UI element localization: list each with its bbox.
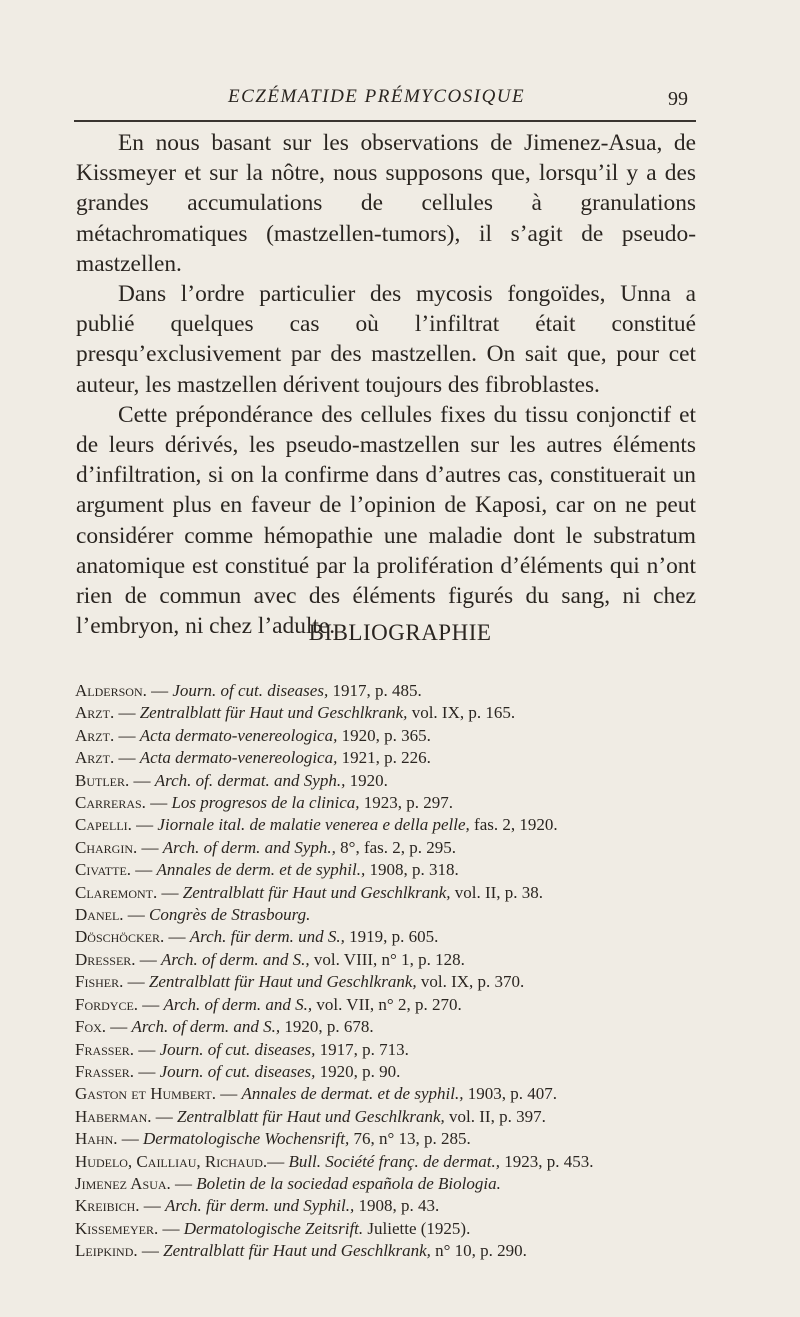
- entry-journal: Zentralblatt für Haut und Geschlkrank,: [182, 882, 451, 902]
- entry-details: Juliette (1925).: [363, 1218, 471, 1238]
- entry-journal: Bull. Société franç. de dermat.,: [288, 1151, 500, 1171]
- entry-journal: Annales de derm. et de syphil.,: [156, 860, 366, 880]
- entry-details: 1920, p. 365.: [337, 725, 431, 745]
- entry-details: 1920, p. 90.: [315, 1061, 401, 1081]
- bibliography-entry: [75, 949, 715, 971]
- entry-author: Claremont.: [75, 882, 158, 902]
- entry-details: 1917, p. 485.: [328, 681, 422, 700]
- bibliography-entry: [75, 1083, 715, 1105]
- entry-journal: Arch. of derm. and Syph.,: [162, 837, 336, 857]
- entry-author: Fisher.: [75, 972, 124, 992]
- entry-separator: —: [157, 882, 183, 902]
- bibliography-entry: [75, 926, 715, 948]
- entry-separator: —: [131, 860, 157, 880]
- bibliography-entry: [75, 725, 715, 747]
- bibliography-entry: [75, 1151, 715, 1173]
- header-rule: [74, 120, 696, 122]
- entry-journal: Journ. of cut. diseases,: [159, 1039, 316, 1059]
- bibliography-entry: [75, 702, 715, 724]
- entry-journal: Journ. of cut. diseases,: [172, 681, 329, 700]
- entry-separator: —: [129, 770, 155, 790]
- entry-separator: —: [138, 994, 164, 1014]
- entry-separator: —: [151, 1106, 178, 1126]
- entry-details: vol. VIII, n° 1, p. 128.: [309, 949, 465, 969]
- entry-author: Arzt.: [75, 748, 115, 768]
- entry-journal: Acta dermato-venereologica,: [139, 748, 338, 768]
- entry-details: n° 10, p. 290.: [430, 1241, 527, 1261]
- entry-separator: —: [114, 725, 140, 745]
- bibliography-entry: [75, 770, 715, 792]
- entry-details: 1923, p. 453.: [499, 1151, 594, 1171]
- bibliography-entry: [75, 1240, 715, 1262]
- entry-details: 1919, p. 605.: [344, 927, 439, 947]
- entry-author: Hudelo, Cailliau, Richaud.: [75, 1151, 268, 1171]
- entry-author: Frasser.: [75, 1061, 135, 1081]
- bibliography-entry: [75, 859, 715, 881]
- entry-journal: Dermatologische Wochensrift,: [143, 1129, 350, 1149]
- entry-separator: —: [145, 793, 172, 813]
- entry-separator: —: [139, 1196, 166, 1216]
- entry-details: vol. II, p. 38.: [450, 882, 544, 902]
- bibliography-title: BIBLIOGRAPHIE: [308, 620, 492, 645]
- entry-details: vol. II, p. 397.: [444, 1106, 546, 1126]
- paragraph: En nous basant sur les observations de Jimenez-Asua, de Kissmeyer et sur la nôtre, nous supposons que, lorsqu’il y a des grandes accumulations de cellules à granulations métachromatiques (mastzellen-tumors), il s’agit de pseudo-mastzellen.: [76, 130, 696, 277]
- entry-details: 76, n° 13, p. 285.: [349, 1129, 471, 1149]
- entry-details: 1917, p. 713.: [315, 1039, 409, 1059]
- entry-details: 1920, p. 678.: [280, 1017, 374, 1037]
- entry-separator: —: [114, 703, 140, 723]
- entry-journal: Arch. of derm. and S.,: [163, 994, 313, 1014]
- entry-journal: Journ. of cut. diseases,: [159, 1061, 316, 1081]
- entry-details: vol. IX, p. 370.: [416, 972, 525, 992]
- entry-author: Chargin.: [75, 837, 138, 857]
- bibliography-entry: [75, 1173, 715, 1195]
- entry-journal: Los progresos de la clinica,: [171, 793, 360, 813]
- entry-author: Capelli.: [75, 815, 132, 835]
- entry-journal: Acta dermato-venereologica,: [139, 725, 338, 745]
- page-number: 99: [668, 88, 688, 110]
- entry-author: Haberman.: [75, 1106, 152, 1126]
- entry-journal: Arch. of derm. and S.,: [131, 1017, 281, 1037]
- entry-author: Frasser.: [75, 1039, 135, 1059]
- entry-author: Fox.: [75, 1017, 107, 1037]
- entry-author: Fordyce.: [75, 994, 139, 1014]
- entry-separator: —: [134, 1039, 160, 1059]
- bibliography-entry: [75, 1016, 715, 1038]
- bibliography-entry: [75, 1106, 715, 1128]
- entry-separator: —: [267, 1151, 289, 1171]
- entry-separator: —: [134, 1061, 160, 1081]
- running-head: ECZÉMATIDE PRÉMYCOSIQUE: [228, 86, 526, 107]
- paragraph: Dans l’ordre particulier des mycosis fongoïdes, Unna a publié quelques cas où l’infiltrat était constitué presqu’exclusivement par des mastzellen. On sait que, pour cet auteur, les mastzellen dérivent toujours des fibroblastes.: [76, 281, 696, 398]
- entry-journal: Arch. of. dermat. and Syph.,: [154, 770, 346, 790]
- entry-details: 1921, p. 226.: [337, 748, 431, 768]
- bibliography-entry: [75, 882, 715, 904]
- entry-separator: —: [146, 681, 173, 700]
- entry-author: Kreibich.: [75, 1196, 140, 1216]
- entry-author: Hahn.: [75, 1129, 118, 1149]
- bibliography-entry: [75, 1039, 715, 1061]
- body-text: [76, 128, 696, 641]
- entry-author: Jimenez Asua.: [75, 1173, 171, 1193]
- entry-details: 1908, p. 318.: [365, 860, 459, 880]
- entry-journal: Annales de dermat. et de syphil.,: [241, 1084, 464, 1104]
- entry-journal: Zentralblatt für Haut und Geschlkrank,: [163, 1241, 431, 1261]
- entry-author: Carreras.: [75, 793, 146, 813]
- entry-details: 1903, p. 407.: [463, 1084, 557, 1104]
- bibliography-entry: [75, 904, 715, 926]
- bibliography-entry: [75, 747, 715, 769]
- bibliography-entry: [75, 792, 715, 814]
- entry-separator: —: [131, 815, 158, 835]
- entry-details: fas. 2, 1920.: [469, 815, 558, 835]
- bibliography-list: [75, 680, 715, 1263]
- entry-journal: Boletin de la sociedad española de Biologia.: [196, 1173, 501, 1193]
- entry-details: 1923, p. 297.: [359, 793, 454, 813]
- entry-separator: —: [158, 1218, 184, 1238]
- entry-journal: Zentralblatt für Haut und Geschlkrank,: [139, 703, 408, 723]
- entry-separator: —: [123, 905, 150, 925]
- entry-separator: —: [216, 1084, 242, 1104]
- entry-separator: —: [164, 927, 190, 947]
- entry-journal: Zentralblatt für Haut und Geschlkrank,: [177, 1106, 445, 1126]
- entry-details: 1908, p. 43.: [354, 1196, 440, 1216]
- bibliography-entry: [75, 837, 715, 859]
- entry-author: Dresser.: [75, 949, 136, 969]
- entry-journal: Dermatologische Zeitsrift.: [183, 1218, 364, 1238]
- entry-author: Butler.: [75, 770, 130, 790]
- entry-separator: —: [117, 1129, 144, 1149]
- entry-separator: —: [123, 972, 149, 992]
- entry-details: vol. IX, p. 165.: [407, 703, 516, 723]
- bibliography-entry: [75, 1061, 715, 1083]
- entry-details: 8°, fas. 2, p. 295.: [335, 837, 457, 857]
- entry-separator: —: [137, 837, 163, 857]
- bibliography-entry: [75, 814, 715, 836]
- entry-author: Danel.: [75, 905, 124, 925]
- entry-author: Alderson.: [75, 681, 147, 700]
- paragraph: Cette prépondérance des cellules fixes du tissu conjonctif et de leurs dérivés, les pseudo-mastzellen sur les autres éléments d’infiltration, si on la confirme dans d’autres cas, constituerait un argument plus en faveur de l’opinion de Kaposi, car on ne peut considérer comme hémopathie une maladie dont le substratum anatomique est constitué par la prolifération d’éléments qui n’ont rien de commun avec des éléments figurés du sang, ni chez l’embryon, ni chez l’adulte.: [76, 401, 696, 640]
- entry-journal: Arch. für derm. und S.,: [189, 927, 345, 947]
- bibliography-entry: [75, 971, 715, 993]
- entry-details: vol. VII, n° 2, p. 270.: [312, 994, 462, 1014]
- bibliography-entry: [75, 680, 715, 702]
- entry-journal: Arch. of derm. and S.,: [161, 949, 310, 969]
- bibliography-entry: [75, 1128, 715, 1150]
- entry-author: Civatte.: [75, 860, 132, 880]
- bibliography-entry: [75, 1218, 715, 1240]
- bibliography-entry: [75, 994, 715, 1016]
- entry-author: Kissemeyer.: [75, 1218, 159, 1238]
- entry-separator: —: [137, 1241, 164, 1261]
- entry-journal: Jiornale ital. de malatie venerea e della pelle,: [157, 815, 470, 835]
- entry-journal: Arch. für derm. und Syphil.,: [165, 1196, 355, 1216]
- entry-journal: Congrès de Strasbourg.: [149, 905, 311, 925]
- entry-details: 1920.: [345, 770, 388, 790]
- entry-separator: —: [114, 748, 140, 768]
- entry-journal: Zentralblatt für Haut und Geschlkrank,: [148, 972, 417, 992]
- entry-author: Döschöcker.: [75, 927, 165, 947]
- entry-separator: —: [135, 949, 162, 969]
- bibliography-entry: [75, 1195, 715, 1217]
- entry-separator: —: [106, 1017, 132, 1037]
- entry-author: Gaston et Humbert.: [75, 1084, 217, 1104]
- entry-author: Arzt.: [75, 703, 115, 723]
- entry-separator: —: [170, 1173, 197, 1193]
- entry-author: Leipkind.: [75, 1241, 138, 1261]
- entry-author: Arzt.: [75, 725, 115, 745]
